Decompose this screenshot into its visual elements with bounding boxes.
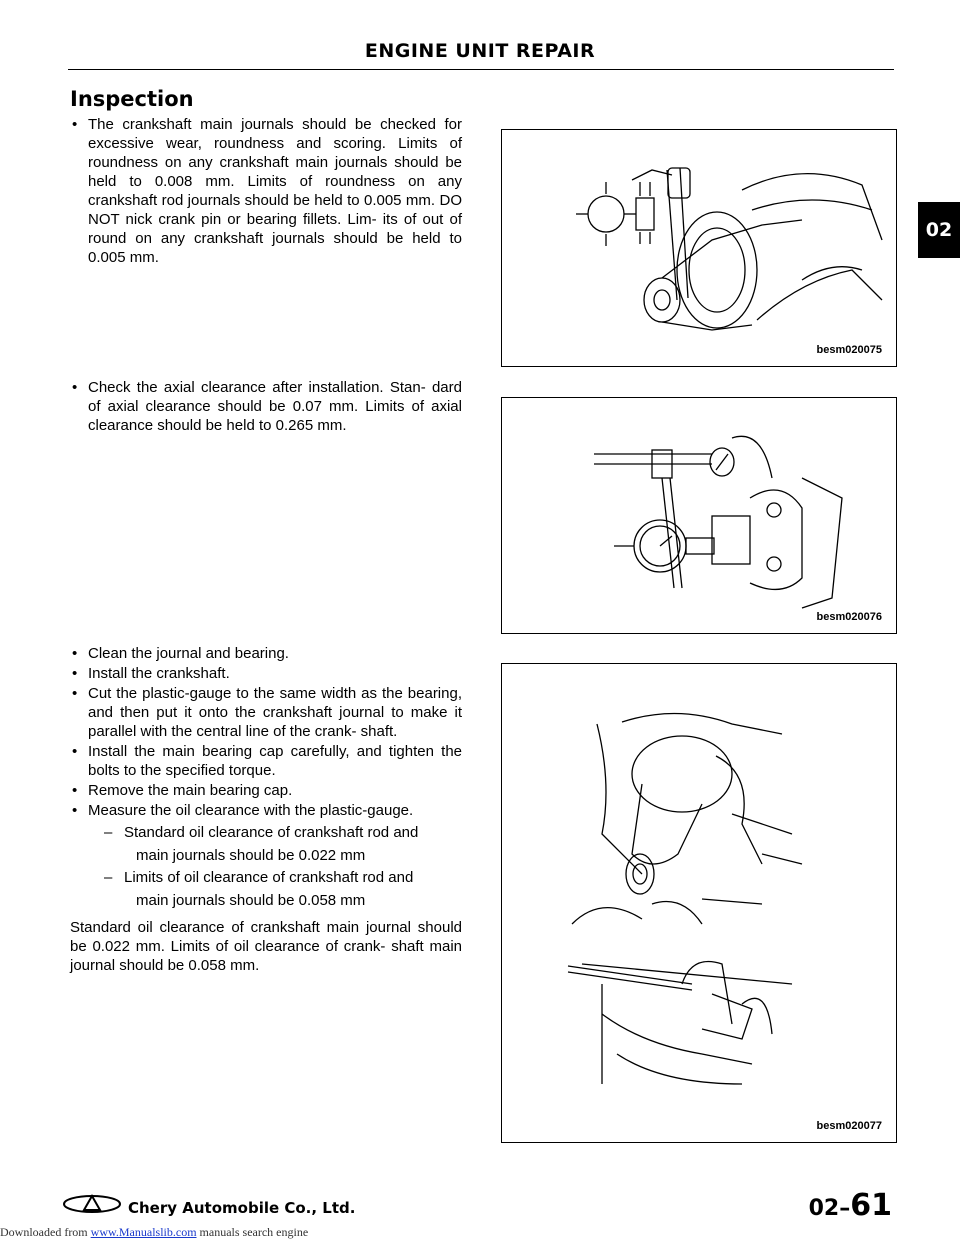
figure-journal-roundness [501, 129, 897, 367]
sub-item [70, 823, 462, 865]
bullet-item: • Measure the oil clearance with the plastic-gauge. [70, 801, 462, 820]
sub-item-line: Limits of oil clearance of crankshaft rod and [124, 869, 414, 886]
download-prefix: Downloaded from [0, 1225, 91, 1239]
manualslib-link[interactable]: www.Manualslib.com [90, 1225, 197, 1239]
figure-axial-clearance [501, 397, 897, 634]
dial-indicator-illustration [502, 398, 896, 633]
download-suffix: manuals search engine [196, 1225, 309, 1239]
text-block-roundness [70, 115, 462, 268]
page-number [809, 1188, 892, 1223]
text-block-axial-clearance [70, 378, 462, 436]
page-number-prefix: 02– [808, 1196, 851, 1221]
bullet-item: • Cut the plastic-gauge to the same width as the bearing, and then put it onto the crankshaft journal to make it parallel with the central line of the crank- shaft. [70, 684, 462, 741]
plastigauge-illustration [502, 664, 896, 1142]
summary-paragraph: Standard oil clearance of crankshaft main journal should be 0.022 mm. Limits of oil clearance of crank- shaft main journal should be 0.058 mm. [70, 919, 462, 974]
sub-item [70, 868, 462, 910]
footer-brand: Chery Automobile Co., Ltd. [128, 1199, 356, 1217]
bullet-item: • Check the axial clearance after installation. Stan- dard of axial clearance should be 0.07 mm. Limits of axial clearance should be held to 0.265 mm. [70, 378, 462, 435]
header-divider [68, 69, 894, 70]
chapter-tab: 02 [918, 202, 960, 258]
sub-item-line: Standard oil clearance of crankshaft rod and [124, 824, 419, 841]
page-header-title: ENGINE UNIT REPAIR [364, 40, 596, 62]
figure-caption: besm020077 [816, 1120, 882, 1132]
crankshaft-micrometer-illustration [502, 130, 896, 366]
chery-logo-icon [60, 1192, 124, 1226]
bullet-item: • Install the crankshaft. [70, 664, 462, 683]
sub-item-dash: – [104, 869, 113, 886]
bullet-item: • Clean the journal and bearing. [70, 644, 462, 663]
bullet-item: • Install the main bearing cap carefully, and tighten the bolts to the specified torque. [70, 742, 462, 780]
bullet-item: • Remove the main bearing cap. [70, 781, 462, 800]
figure-oil-clearance [501, 663, 897, 1143]
bullet-item: • The crankshaft main journals should be checked for excessive wear, roundness and scoring. Limits of roundness on any crankshaft main journals should be held to 0.008 mm. Limits of roundness on any crankshaft rod journals should be held to 0.005 mm. DO NOT nick crank pin or bearing fillets. Lim- its of out of round on any crankshaft journals should be held to 0.005 mm. [70, 115, 462, 267]
sub-item-dash: – [104, 824, 113, 841]
download-note [0, 1225, 308, 1240]
sub-item-line: main journals should be 0.058 mm [136, 892, 366, 909]
section-title: Inspection [70, 87, 194, 111]
sub-item-line: main journals should be 0.022 mm [136, 847, 366, 864]
page-number-value: 61 [850, 1188, 892, 1223]
text-block-oil-clearance [70, 644, 462, 975]
figure-caption: besm020075 [816, 344, 882, 356]
figure-caption: besm020076 [816, 611, 882, 623]
